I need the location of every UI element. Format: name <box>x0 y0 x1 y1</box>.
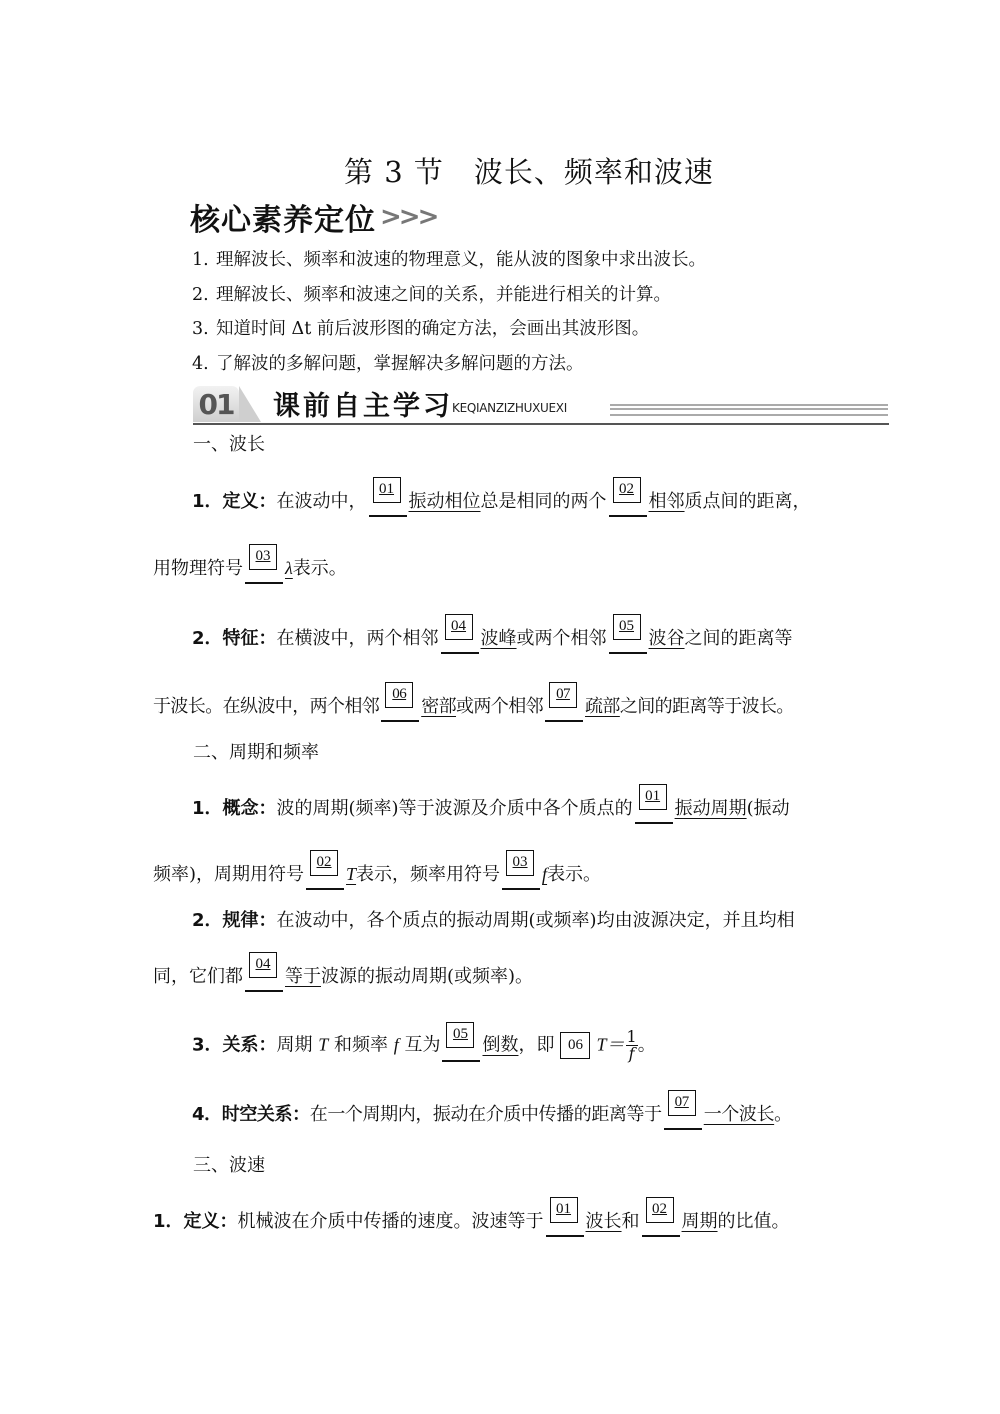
paragraph-rule: 2．规律：在波动中，各个质点的振动周期(或频率)均由波源决定，并且均相 <box>192 910 795 931</box>
triple-chevron-icon: >>> <box>380 202 437 232</box>
formula: T＝ <box>596 1034 625 1055</box>
section-title: 课前自主学习 <box>273 391 453 422</box>
paragraph-rule-cont: 同，它们都 04 等于波源的振动周期(或频率)。 <box>153 960 533 992</box>
answer: 波峰 <box>480 628 517 649</box>
answer: f <box>542 864 548 884</box>
paragraph-concept: 1．概念：波的周期(频率)等于波源及介质中各个质点的 01 振动周期(振动 <box>192 792 790 824</box>
answer: 相邻 <box>648 491 685 512</box>
paragraph-definition-cont: 用物理符号 03 λ表示。 <box>153 552 347 584</box>
paragraph-relation: 3．关系：周期 T 和频率 f 互为 05 倒数，即 06 T＝ $\frac{1}{f}$ 。 <box>192 1029 656 1062</box>
fill-blank[interactable]: 04 <box>441 622 479 654</box>
objectives-list <box>192 243 706 381</box>
fill-blank[interactable]: 05 <box>442 1030 480 1062</box>
section-number-badge: 01 <box>193 386 239 422</box>
section-heading-wavelength: 一、波长 <box>193 434 265 455</box>
page-title: 第 3 节 波长、频率和波速 <box>344 155 714 189</box>
paragraph-concept-cont: 频率)，周期用符号 02 T表示，频率用符号 03 f表示。 <box>153 858 601 890</box>
objective-item: 2. 理解波长、频率和波速之间的关系，并能进行相关的计算。 <box>192 284 671 305</box>
answer: λ <box>285 558 293 578</box>
paragraph-speed-definition: 1．定义：机械波在介质中传播的速度。波速等于 01 波长和 02 周期的比值。 <box>153 1205 790 1237</box>
paragraph-features-cont: 于波长。在纵波中，两个相邻 06 密部或两个相邻 07 疏部之间的距离等于波长。 <box>153 690 794 722</box>
fill-blank[interactable]: 01 <box>635 792 673 824</box>
answer: 一个波长 <box>703 1104 775 1125</box>
answer: 周期 <box>681 1211 718 1232</box>
fill-blank[interactable]: 02 <box>306 858 344 890</box>
fill-blank[interactable]: 04 <box>245 960 283 992</box>
answer: 振动相位 <box>408 491 481 512</box>
fill-blank[interactable]: 02 <box>642 1205 680 1237</box>
section-heading-period-frequency: 二、周期和频率 <box>193 742 319 763</box>
answer: T <box>346 864 357 884</box>
answer: 波长 <box>585 1211 622 1232</box>
section-heading-wave-speed: 三、波速 <box>193 1155 265 1176</box>
paragraph-definition: 1．定义：在波动中， 01 振动相位总是相同的两个 02 相邻质点间的距离， <box>192 485 811 517</box>
decorative-lines <box>610 404 888 416</box>
answer: 波谷 <box>648 628 685 649</box>
fill-blank[interactable]: 07 <box>664 1098 702 1130</box>
fill-blank[interactable]: 07 <box>545 690 583 722</box>
section-subtitle: KEQIANZIZHUXUEXI <box>452 401 567 415</box>
fraction: $\frac{1}{f}$ <box>626 1027 637 1063</box>
answer: 等于 <box>285 966 321 987</box>
fill-blank[interactable]: 06 <box>381 690 419 722</box>
banner-underline <box>193 423 889 425</box>
fill-blank[interactable]: 06 <box>560 1032 590 1059</box>
paragraph-features: 2．特征：在横波中，两个相邻 04 波峰或两个相邻 05 波谷之间的距离等 <box>192 622 793 654</box>
objective-item: 3. 知道时间 Δt 前后波形图的确定方法，会画出其波形图。 <box>192 319 650 339</box>
section-banner <box>193 384 889 428</box>
fill-blank[interactable]: 05 <box>609 622 647 654</box>
core-heading-text: 核心素养定位 <box>190 203 376 238</box>
fill-blank[interactable]: 03 <box>502 858 540 890</box>
objective-item: 1. 理解波长、频率和波速的物理意义，能从波的图象中求出波长。 <box>192 250 706 270</box>
fill-blank[interactable]: 01 <box>369 485 407 517</box>
objective-item: 4. 了解波的多解问题，掌握解决多解问题的方法。 <box>192 353 584 374</box>
fill-blank[interactable]: 01 <box>546 1205 584 1237</box>
answer: 倒数 <box>482 1034 519 1056</box>
paragraph-spacetime: 4．时空关系：在一个周期内，振动在介质中传播的距离等于 07 一个波长。 <box>192 1098 792 1130</box>
answer: 疏部 <box>585 696 620 717</box>
fill-blank[interactable]: 02 <box>609 485 647 517</box>
answer: 振动周期 <box>674 798 747 819</box>
core-literacy-heading <box>190 197 436 237</box>
fill-blank[interactable]: 03 <box>245 552 283 584</box>
badge-slant-decoration <box>239 386 261 422</box>
answer: 密部 <box>421 696 457 717</box>
